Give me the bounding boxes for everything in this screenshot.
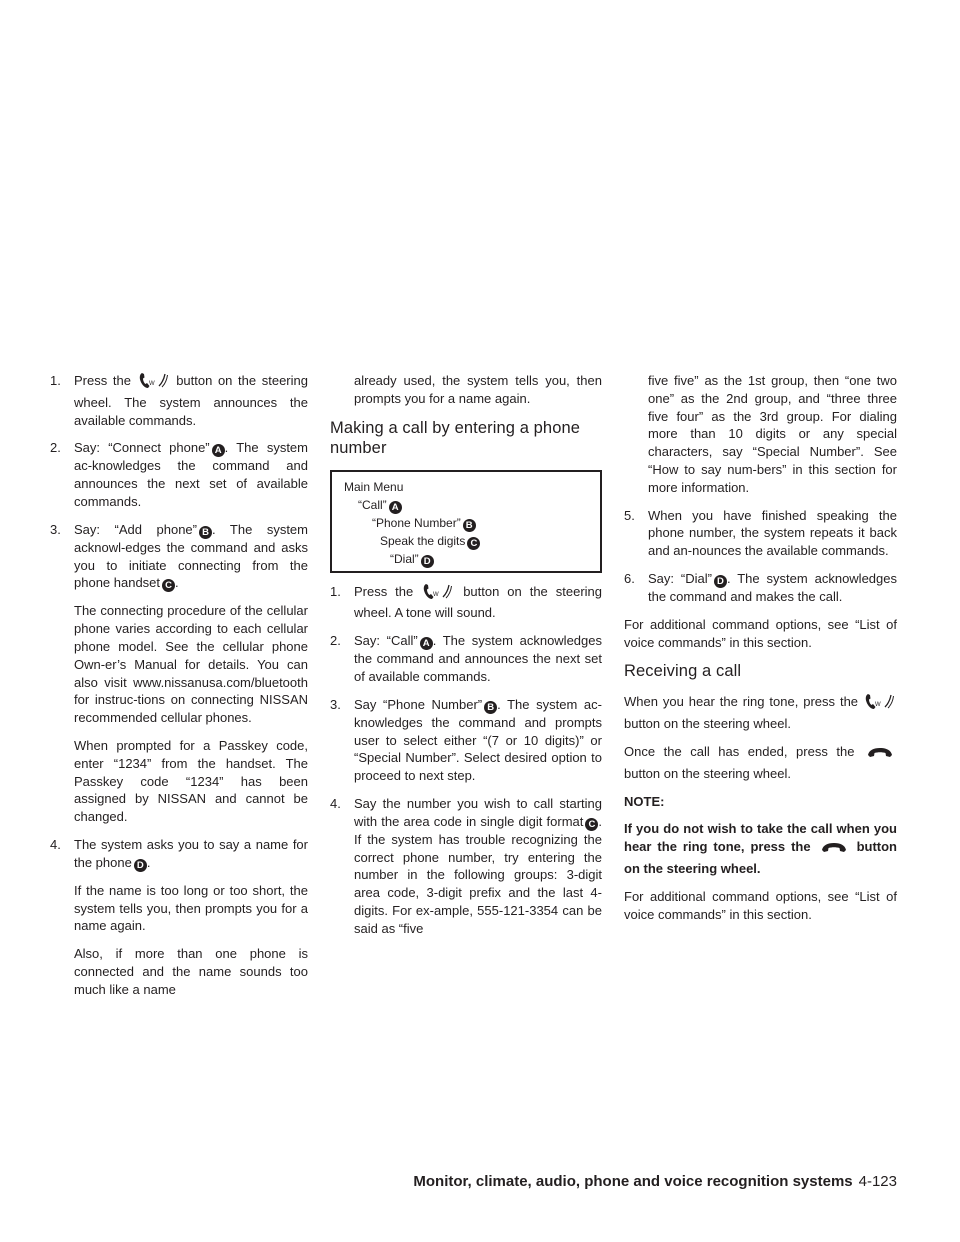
phone-talk-icon	[865, 693, 895, 715]
callout-badge: C	[467, 537, 480, 550]
phone-talk-icon	[139, 372, 169, 394]
section-heading: Making a call by entering a phone number	[330, 418, 581, 457]
item-number: 4.	[50, 836, 61, 852]
callout-badge: D	[421, 555, 434, 568]
paragraph: The connecting procedure of the cellular phone varies according to each cellular phone model. See the cellular phone Own-er’s Manual for details. You can also visit www.nissanusa.com/bluetooth for instruc-tions on connecting NISSAN recommended cellular phones.	[74, 603, 308, 726]
page-footer	[413, 1173, 897, 1191]
callout-badge: A	[212, 444, 225, 457]
note-heading: NOTE:	[624, 793, 665, 809]
phone-hangup-icon	[865, 746, 895, 765]
paragraph: If the name is too long or too short, the system tells you, then prompts you for a name again.	[74, 882, 308, 934]
paragraph: When prompted for a Passkey code, enter “1234” from the handset. The Passkey code “1234” has been assigned by NISSAN and cannot be changed.	[74, 737, 308, 825]
list-item: 4. Say the number you wish to call starting with the area code in single digit format C . If the system has trouble recognizing the correct phone number, try entering the number in the following groups: 3-digit area code, 3-digit prefix and the last 4-digits. For ex-ample, 555-121-3354 can be said as “five	[330, 795, 602, 936]
item-number: 1.	[50, 373, 61, 388]
menu-level-call: “Call” A	[344, 496, 590, 514]
menu-level-speak: Speak the digits C	[344, 532, 590, 550]
paragraph: Once the call has ended, press the button on the steering wheel.	[624, 743, 897, 783]
list-item: 3. Say: “Add phone” B . The system acknowl-edges the command and asks you to initiate connecting from the phone handset C .	[50, 521, 308, 592]
phone-talk-icon	[423, 583, 453, 605]
paragraph: For additional command options, see “List of voice commands” in this section.	[624, 888, 897, 922]
list-item: 1. Press the W button on the steering wheel. The system announces the available commands.	[50, 373, 308, 428]
list-item: 1. Press the W button on the steering wheel. A tone will sound.	[330, 583, 602, 621]
note-text: If you do not wish to take the call when you hear the ring tone, press the button on the steering wheel.	[624, 821, 897, 876]
item-number: 5.	[624, 507, 635, 523]
callout-badge: A	[389, 501, 402, 514]
paragraph: For additional command options, see “List of voice commands” in this section.	[624, 616, 897, 650]
callout-badge: C	[162, 579, 175, 592]
column-3	[624, 372, 897, 933]
list-item: 2. Say: “Connect phone” A . The system ac-knowledges the command and announces the next set of available commands.	[50, 440, 308, 509]
list-item: 4. The system asks you to say a name for the phone D .	[50, 836, 308, 871]
list-item: 5. When you have finished speaking the phone number, the system repeats it back and an-nounces the available commands.	[624, 507, 897, 559]
item-number: 4.	[330, 795, 341, 811]
item-number: 3.	[330, 696, 341, 712]
menu-flow-box	[330, 470, 602, 573]
callout-badge: D	[714, 575, 727, 588]
column-2	[330, 372, 602, 948]
list-item: 2. Say: “Call” A . The system acknowledges the command and announces the next set of available commands.	[330, 633, 602, 684]
menu-level-main: Main Menu	[344, 479, 404, 494]
callout-badge: B	[484, 701, 497, 714]
callout-badge: A	[420, 637, 433, 650]
section-title: Monitor, climate, audio, phone and voice recognition systems	[413, 1173, 853, 1190]
item-number: 1.	[330, 583, 341, 599]
paragraph: Also, if more than one phone is connected and the name sounds too much like a name	[74, 946, 308, 997]
menu-level-dial: “Dial” D	[344, 550, 590, 568]
paragraph: When you hear the ring tone, press the W button on the steering wheel.	[624, 693, 897, 733]
callout-badge: C	[585, 818, 598, 831]
callout-badge: D	[134, 859, 147, 872]
phone-hangup-icon	[819, 841, 849, 860]
section-heading: Receiving a call	[624, 662, 742, 681]
callout-badge: B	[199, 526, 212, 539]
column-1	[50, 372, 308, 1009]
item-number: 6.	[624, 570, 635, 586]
list-item: 6. Say: “Dial” D . The system acknowledges the command and makes the call.	[624, 570, 897, 604]
paragraph: five five” as the 1st group, then “one two one” as the 2nd group, and “three three five four” as the 3rd group. For dialing more than 10 digits or any special characters, say “Special Number”. See “How to say num-bers” in this section for more information.	[648, 373, 897, 495]
item-number: 2.	[330, 633, 341, 649]
list-item: 3. Say “Phone Number” B . The system ac-knowledges the command and prompts user to select either “(7 or 10 digits)” or “Special Number”. Select desired option to proceed to next step.	[330, 696, 602, 784]
callout-badge: B	[463, 519, 476, 532]
item-number: 3.	[50, 521, 61, 537]
svg-text:W: W	[148, 381, 155, 387]
svg-text:W: W	[433, 591, 439, 598]
svg-text:W: W	[875, 702, 881, 709]
item-number: 2.	[50, 440, 61, 456]
menu-level-phone-number: “Phone Number” B	[344, 514, 590, 532]
page-number: 4-123	[858, 1173, 897, 1190]
paragraph: already used, the system tells you, then prompts you for a name again.	[354, 373, 602, 406]
